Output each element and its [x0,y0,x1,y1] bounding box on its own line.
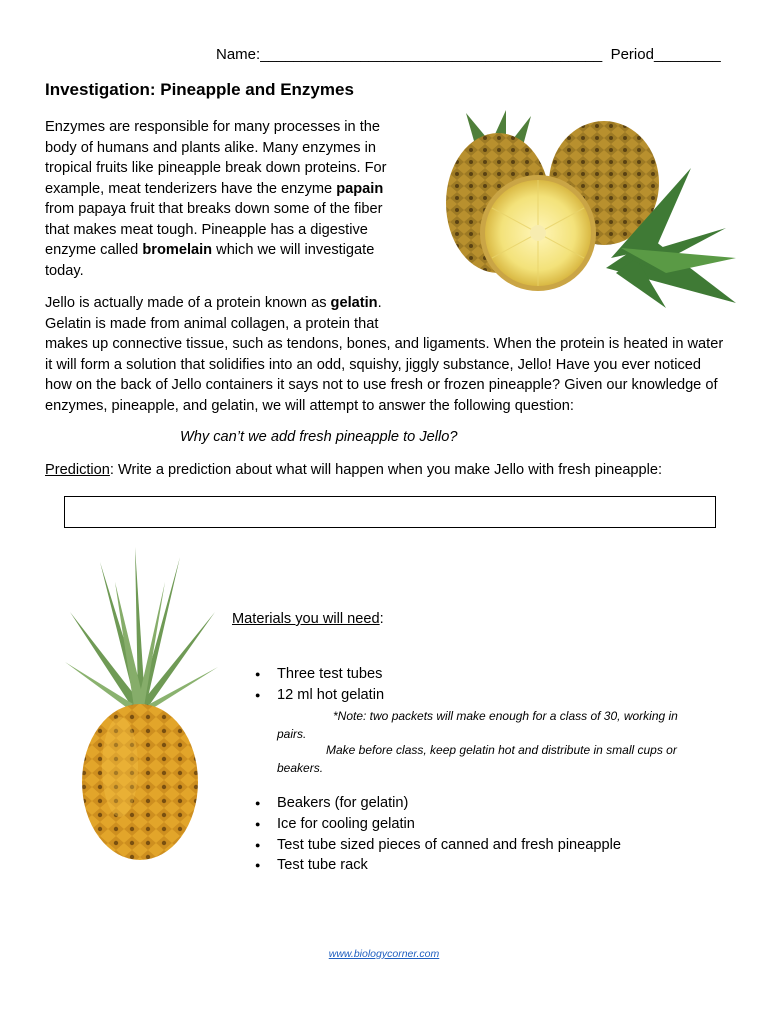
gelatin-note-1 [277,708,697,743]
materials-heading-colon: : [379,611,384,627]
list-item: ● Test tube sized pieces of canned and fresh pineapple [255,835,621,856]
list-item: ● Three test tubes [255,664,384,685]
materials-list-a [255,664,384,706]
page-title: Investigation: Pineapple and Enzymes [45,80,354,99]
prediction-text: : Write a prediction about what will happen when you make Jello with fresh pineapple: [109,462,663,478]
jello-text-1: Jello is actually made of a protein known as [45,295,331,311]
materials-heading [232,611,384,627]
prediction-label: Prediction [45,462,110,478]
pineapple-halves-image [436,108,740,312]
list-item: ● Beakers (for gelatin) [255,793,621,814]
prediction-answer-box[interactable] [64,496,716,528]
note-2-text: Make before class, keep gelatin hot and distribute in small cups or beakers. [277,743,677,775]
list-item: ● Test tube rack [255,855,621,876]
footer-link[interactable]: www.biologycorner.com [328,948,440,960]
intro-text-1: Enzymes are responsible for many processes in the body of humans and plants alike. Many enzymes in tropical fruits like pineapple break down proteins. For example, meat tenderizers have the enzyme [45,119,387,197]
intro-paragraph [45,117,405,281]
name-label: Name: [216,46,261,63]
list-item: ● Ice for cooling gelatin [255,814,621,835]
list-item: ● 12 ml hot gelatin [255,685,384,706]
period-label: Period [610,46,654,63]
gelatin-term: gelatin [330,295,378,311]
materials-list-b [255,793,621,876]
jello-paragraph-start [45,293,405,334]
jello-text-2: . Gelatin is made from animal collagen, a protein that [45,295,382,332]
jello-paragraph-rest: makes up connective tissue, such as tendons, bones, and ligaments. When the protein is heated in water it will form a solution that solidifies into an odd, squishy, jiggly substance, Jello! Have you ever noticed how on the back of Jello containers it says not to use fresh or frozen pineapple? Given our knowledge of enzymes, pineapple, and gelatin, we will attempt to answer the following question: [45,336,724,414]
period-blank[interactable]: ________ [653,46,721,63]
intro-text-2: from papaya fruit that breaks down some of the fiber that makes meat tough. Pineapple has a digestive enzyme called [45,201,383,258]
prediction-prompt [45,462,662,478]
note-1-text: *Note: two packets will make enough for a class of 30, working in pairs. [277,709,678,741]
footer [0,948,768,960]
intro-text-3: which we will investigate today. [45,242,375,279]
materials-heading-label: Materials you will need [232,611,380,627]
gelatin-note-2 [277,742,697,777]
papain-term: papain [336,180,384,197]
name-blank[interactable]: _________________________________________ [260,46,603,63]
research-question: Why can’t we add fresh pineapple to Jello? [180,429,458,445]
whole-pineapple-image [60,542,220,862]
name-period-line [216,46,721,63]
bromelain-term: bromelain [142,242,213,258]
